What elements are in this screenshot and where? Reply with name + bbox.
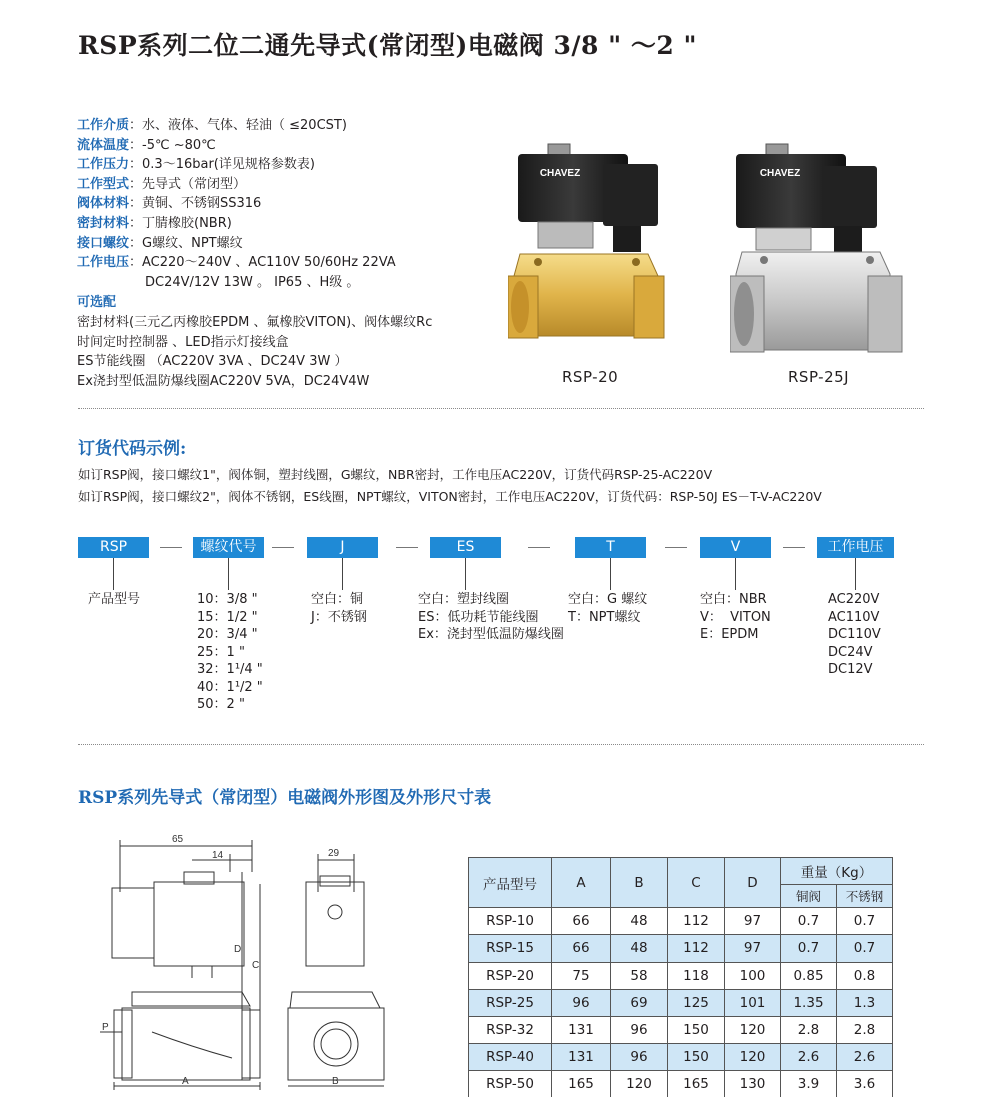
table-row — [469, 989, 893, 1016]
stainless-valve-image — [730, 136, 910, 361]
order-example-2: 如订RSP阀，接口螺纹2"，阀体不锈钢，ES线圈，NPT螺纹，VITON密封，工作电压AC220V，订货代码：RSP-50J ES－T-V-AC220V — [78, 489, 822, 504]
cell-steel: 2.8 — [837, 1016, 893, 1043]
table-row — [469, 908, 893, 935]
code-box-coil: ES — [430, 537, 501, 558]
cell-c: 118 — [668, 962, 725, 989]
cell-a: 66 — [552, 935, 611, 962]
order-example-1: 如订RSP阀，接口螺纹1"，阀体铜，塑封线圈，G螺纹，NBR密封，工作电压AC220V，订货代码RSP-25-AC220V — [78, 467, 713, 482]
brand-label: CHAVEZ — [539, 168, 581, 179]
code-dash — [272, 547, 294, 548]
optional-line: 时间定时控制器 、LED指示灯接线盒 — [77, 334, 289, 350]
spec-label: 密封材料 — [77, 215, 130, 231]
cell-d: 101 — [725, 989, 781, 1016]
spec-label: 工作压力 — [77, 157, 130, 173]
cell-steel: 0.7 — [837, 935, 893, 962]
code-stem — [855, 558, 856, 590]
spec-voltage — [77, 253, 537, 273]
code-stem — [465, 558, 466, 590]
code-stem — [113, 558, 114, 590]
spec-pressure — [77, 155, 537, 175]
optional-title: 可选配 — [77, 295, 117, 311]
page-title: RSP系列二位二通先导式(常闭型)电磁阀 3/8 " ～2 " — [78, 31, 697, 60]
table-row — [469, 935, 893, 962]
cell-a: 75 — [552, 962, 611, 989]
cell-d: 100 — [725, 962, 781, 989]
cell-b: 58 — [611, 962, 668, 989]
code-desc-body: 空白：铜 J：不锈钢 — [311, 592, 367, 625]
cell-c: 150 — [668, 1044, 725, 1071]
cell-b: 48 — [611, 908, 668, 935]
optional-line: ES节能线圈 （AC220V 3VA 、DC24V 3W ） — [77, 354, 348, 370]
col-b: B — [611, 858, 668, 908]
code-box-seal: V — [700, 537, 771, 558]
dim-label-b: B — [332, 1076, 339, 1087]
code-dash — [160, 547, 182, 548]
cell-a: 131 — [552, 1016, 611, 1043]
cell-d: 97 — [725, 908, 781, 935]
cell-brass: 0.85 — [781, 962, 837, 989]
cell-model: RSP-15 — [469, 935, 552, 962]
spec-value: ：黄铜、不锈钢SS316 — [129, 196, 262, 212]
order-title: 订货代码示例: — [78, 439, 187, 459]
cell-b: 96 — [611, 1044, 668, 1071]
dim-label-c: C — [252, 960, 260, 971]
cell-model: RSP-40 — [469, 1044, 552, 1071]
cell-d: 120 — [725, 1016, 781, 1043]
cell-model: RSP-10 — [469, 908, 552, 935]
spec-label: 工作介质 — [77, 118, 130, 133]
col-brass: 铜阀 — [781, 885, 837, 908]
code-stem — [342, 558, 343, 590]
cell-steel: 1.3 — [837, 989, 893, 1016]
spec-value: ：0.3～16bar(详见规格参数表) — [129, 157, 315, 173]
cell-model: RSP-50 — [469, 1071, 552, 1097]
spec-seal-material — [77, 214, 537, 234]
cell-steel: 0.7 — [837, 908, 893, 935]
cell-b: 96 — [611, 1016, 668, 1043]
col-weight: 重量（Kg） — [781, 858, 893, 885]
cell-brass: 0.7 — [781, 935, 837, 962]
code-box-thread: 螺纹代号 — [193, 537, 264, 558]
cell-brass: 1.35 — [781, 989, 837, 1016]
optional-line: 密封材料(三元乙丙橡胶EPDM 、氟橡胶VITON)、阀体螺纹Rc — [77, 314, 433, 330]
cell-a: 66 — [552, 908, 611, 935]
cell-d: 120 — [725, 1044, 781, 1071]
cell-b: 48 — [611, 935, 668, 962]
spec-voltage-continued: DC24V/12V 13W 。 IP65 、H级 。 — [145, 274, 360, 290]
product-caption: RSP-25J — [788, 368, 850, 386]
col-model: 产品型号 — [469, 858, 552, 908]
cell-model: RSP-32 — [469, 1016, 552, 1043]
cell-model: RSP-25 — [469, 989, 552, 1016]
code-desc-thread-type: 空白：G 螺纹 T：NPT螺纹 — [568, 592, 648, 625]
code-stem — [228, 558, 229, 590]
spec-label: 工作电压 — [77, 255, 130, 271]
spec-value: ：水、液体、气体、轻油（ ≤20CST) — [129, 118, 347, 133]
code-desc-rsp: 产品型号 — [88, 592, 141, 607]
code-box-body: J — [307, 537, 378, 558]
divider — [78, 744, 924, 745]
cell-c: 165 — [668, 1071, 725, 1097]
code-box-rsp: RSP — [78, 537, 149, 558]
cell-a: 131 — [552, 1044, 611, 1071]
spec-type — [77, 175, 537, 195]
optional-line: Ex浇封型低温防爆线圈AC220V 5VA，DC24V4W — [77, 373, 370, 389]
spec-body-material — [77, 194, 537, 214]
spec-list — [77, 116, 537, 391]
cell-model: RSP-20 — [469, 962, 552, 989]
code-desc-thread: 10：3/8 " 15：1/2 " 20：3/4 " 25：1 " 32：1¹/4 " 40：1¹/2 " 50：2 " — [197, 592, 263, 712]
table-row — [469, 1071, 893, 1097]
table-row — [469, 1016, 893, 1043]
spec-label: 工作型式 — [77, 176, 130, 192]
spec-thread — [77, 234, 537, 254]
table-row — [469, 962, 893, 989]
outline-drawing — [92, 832, 392, 1090]
cell-brass: 2.6 — [781, 1044, 837, 1071]
divider — [78, 408, 924, 409]
col-a: A — [552, 858, 611, 908]
dimensions-title: RSP系列先导式（常闭型）电磁阀外形图及外形尺寸表 — [78, 788, 492, 808]
code-desc-voltage: AC220V AC110V DC110V DC24V DC12V — [828, 592, 881, 677]
cell-steel: 2.6 — [837, 1044, 893, 1071]
cell-a: 96 — [552, 989, 611, 1016]
code-stem — [610, 558, 611, 590]
cell-brass: 3.9 — [781, 1071, 837, 1097]
dim-label-14: 14 — [212, 850, 224, 861]
spec-value: ：AC220～240V 、AC110V 50/60Hz 22VA — [129, 255, 396, 271]
spec-value: ：丁腈橡胶(NBR) — [129, 215, 232, 231]
cell-c: 112 — [668, 935, 725, 962]
table-row — [469, 1044, 893, 1071]
brand-label: CHAVEZ — [759, 168, 801, 179]
cell-a: 165 — [552, 1071, 611, 1097]
brass-valve-image — [508, 136, 688, 361]
cell-d: 97 — [725, 935, 781, 962]
cell-c: 150 — [668, 1016, 725, 1043]
code-dash — [396, 547, 418, 548]
code-dash — [665, 547, 687, 548]
cell-steel: 0.8 — [837, 962, 893, 989]
dimension-table — [468, 857, 893, 1097]
code-desc-seal: 空白：NBR V： VITON E：EPDM — [700, 592, 771, 642]
spec-label: 接口螺纹 — [77, 235, 130, 251]
cell-d: 130 — [725, 1071, 781, 1097]
spec-value: ：G螺纹、NPT螺纹 — [129, 235, 243, 251]
dim-label-29: 29 — [328, 848, 340, 859]
col-d: D — [725, 858, 781, 908]
code-dash — [528, 547, 550, 548]
cell-b: 69 — [611, 989, 668, 1016]
product-caption: RSP-20 — [562, 368, 619, 386]
spec-medium — [77, 116, 537, 136]
col-steel: 不锈钢 — [837, 885, 893, 908]
cell-b: 120 — [611, 1071, 668, 1097]
code-stem — [735, 558, 736, 590]
dim-label-65: 65 — [172, 834, 184, 845]
spec-label: 流体温度 — [77, 137, 130, 153]
cell-brass: 2.8 — [781, 1016, 837, 1043]
dim-label-a: A — [182, 1076, 189, 1087]
spec-value: ：先导式（常闭型） — [129, 176, 247, 192]
cell-brass: 0.7 — [781, 908, 837, 935]
cell-c: 125 — [668, 989, 725, 1016]
spec-label: 阀体材料 — [77, 196, 130, 212]
code-box-voltage: 工作电压 — [817, 537, 894, 558]
cell-steel: 3.6 — [837, 1071, 893, 1097]
dim-label-d: D — [234, 944, 242, 955]
dim-label-p: P — [102, 1022, 109, 1033]
spec-temperature — [77, 136, 537, 156]
code-desc-coil: 空白：塑封线圈 ES：低功耗节能线圈 Ex：浇封型低温防爆线圈 — [418, 592, 564, 642]
code-box-thread-type: T — [575, 537, 646, 558]
spec-value: ：-5℃ ~80℃ — [129, 137, 216, 153]
col-c: C — [668, 858, 725, 908]
cell-c: 112 — [668, 908, 725, 935]
code-dash — [783, 547, 805, 548]
